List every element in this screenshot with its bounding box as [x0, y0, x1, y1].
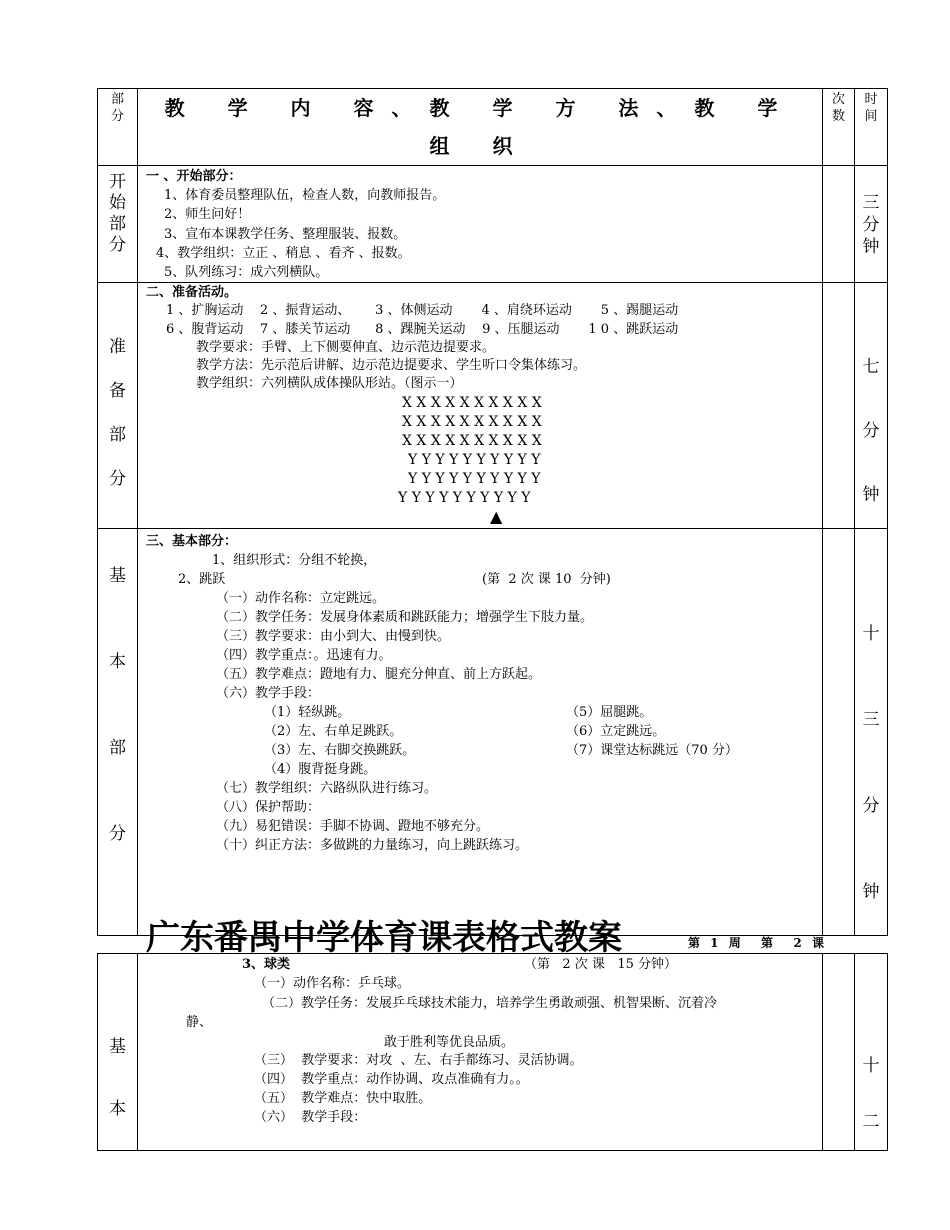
basic-point-8: （八）保护帮助： [216, 800, 321, 815]
basic-point-2: （二）教学任务：发展身体素质和跳跃能力；增强学生下肢力量。 [216, 610, 594, 625]
prep-organization: 教学组织：六列横队成体操队形站。（图示一） [196, 376, 463, 391]
basic-section-content [138, 529, 823, 936]
prep-time: 七分钟 [855, 283, 888, 529]
header-part: 部分 [98, 89, 138, 166]
prep-method: 教学方法：先示范后讲解、边示范边提要求、学生听口令集体练习。 [196, 358, 587, 373]
means-7: （7）课堂达标跳远（70 分） [566, 743, 738, 758]
basic-point-3: （三）教学要求：由小到大、由慢到快。 [216, 629, 451, 644]
formation-row-2: X X X X X X X X X X [402, 414, 542, 430]
teacher-triangle-icon: ▲ [490, 507, 503, 526]
basic-lesson-note: (第 2 次 课 10 分钟) [482, 572, 611, 587]
header-content: 教 学 内 容、教 学 方 法、教 学 组 织 [138, 89, 823, 166]
start-times [823, 166, 855, 283]
means-1: （1）轻纵跳。 [264, 705, 351, 720]
formation-row-5: Y Y Y Y Y Y Y Y Y Y [408, 471, 541, 487]
basic2-line-8: （六） 教学手段： [254, 1110, 367, 1125]
start-line-2: 2、师生问好！ [164, 207, 251, 222]
basic2-line-5: （三） 教学要求：对攻 、左、右手都练习、灵活协调。 [254, 1053, 583, 1068]
prep-section-label: 准备部分 [98, 283, 138, 529]
basic2-times [823, 954, 855, 1151]
start-line-4: 4、教学组织：立正 、稍息 、看齐 、报数。 [156, 246, 411, 261]
basic2-line-7: （五） 教学难点：快中取胜。 [254, 1091, 432, 1106]
start-section-label: 开始部分 [98, 166, 138, 283]
formation-row-6: Y Y Y Y Y Y Y Y Y Y [398, 490, 531, 506]
start-line-5: 5、队列练习：成六列横队。 [164, 265, 329, 280]
basic2-line-6: （四） 教学重点：动作协调、攻点准确有力。。 [254, 1072, 529, 1087]
basic2-section-label: 基本 [98, 954, 138, 1151]
start-line-1: 1、体育委员整理队伍，检查人数，向教师报告。 [164, 188, 446, 203]
basic-point-7: （七）教学组织：六路纵队进行练习。 [216, 781, 438, 796]
basic2-section-content [138, 954, 823, 1151]
basic-item-jump: 2、跳跃 [178, 572, 226, 587]
basic-point-6: （六）教学手段： [216, 686, 321, 701]
formation-row-1: X X X X X X X X X X [402, 395, 542, 411]
formation-row-3: X X X X X X X X X X [402, 433, 542, 449]
start-section-content [138, 166, 823, 283]
means-4: （4）腹背挺身跳。 [264, 762, 377, 777]
basic2-line-4: 敢于胜利等优良品质。 [384, 1035, 515, 1050]
header-times: 次数 [823, 89, 855, 166]
basic2-line-1: （一）动作名称：乒乓球。 [254, 976, 411, 991]
page-title: 广东番禺中学体育课表格式教案 [146, 918, 622, 958]
basic-point-4: （四）教学重点：。迅速有力。 [216, 648, 392, 663]
basic2-line-3: 静、 [186, 1015, 213, 1030]
basic-point-5: （五）教学难点：蹬地有力、腿充分伸直、前上方跃起。 [216, 667, 542, 682]
means-5: （5）屈腿跳。 [566, 705, 653, 720]
lesson-plan-table [97, 88, 888, 936]
prep-heading: 二、准备活动。 [146, 285, 238, 300]
basic-org-form: 1、组织形式：分组不轮换， [212, 553, 377, 568]
start-time: 三分钟 [855, 166, 888, 283]
prep-times [823, 283, 855, 529]
basic2-lesson-note: （第 2 次 课 15 分钟） [524, 957, 678, 972]
basic-section-label: 基本部分 [98, 529, 138, 936]
means-6: （6）立定跳远。 [566, 724, 666, 739]
lesson-plan-table-2 [97, 953, 888, 1151]
basic-point-1: （一）动作名称：立定跳远。 [216, 591, 386, 606]
means-3: （3）左、右脚交换跳跃。 [264, 743, 416, 758]
basic2-time: 十二 [855, 954, 888, 1151]
header-time: 时间 [855, 89, 888, 166]
basic-point-10: （十）纠正方法：多做跳的力量练习，向上跳跃练习。 [216, 838, 529, 853]
start-line-3: 3、宣布本课教学任务、整理服装、报数。 [164, 227, 407, 242]
basic2-item-ball: 3、球类 [242, 957, 291, 972]
week-lesson-label: 第 1 周 第 2 课 [688, 936, 824, 950]
prep-requirement: 教学要求：手臂、上下侧要伸直、边示范边提要求。 [196, 340, 496, 355]
start-heading: 一 、开始部分： [146, 169, 242, 184]
basic2-line-2: （二）教学任务：发展乒乓球技术能力，培养学生勇敢顽强、机智果断、沉着冷 [262, 996, 718, 1011]
prep-section-content [138, 283, 823, 529]
basic-time: 十三分钟 [855, 529, 888, 936]
prep-exercises-row2: 6 、腹背运动 7 、膝关节运动 8 、踝腕关运动 9 、压腿运动 1 0 、跳跃运动 [166, 322, 679, 337]
basic-heading: 三、基本部分： [146, 534, 238, 549]
basic-times [823, 529, 855, 936]
formation-row-4: Y Y Y Y Y Y Y Y Y Y [408, 452, 541, 468]
prep-exercises-row1: 1 、扩胸运动 2 、振背运动、 3 、体侧运动 4 、肩绕环运动 5 、踢腿运动 [166, 303, 679, 318]
basic-point-9: （九）易犯错误：手脚不协调、蹬地不够充分。 [216, 819, 490, 834]
means-2: （2）左、右单足跳跃。 [264, 724, 403, 739]
